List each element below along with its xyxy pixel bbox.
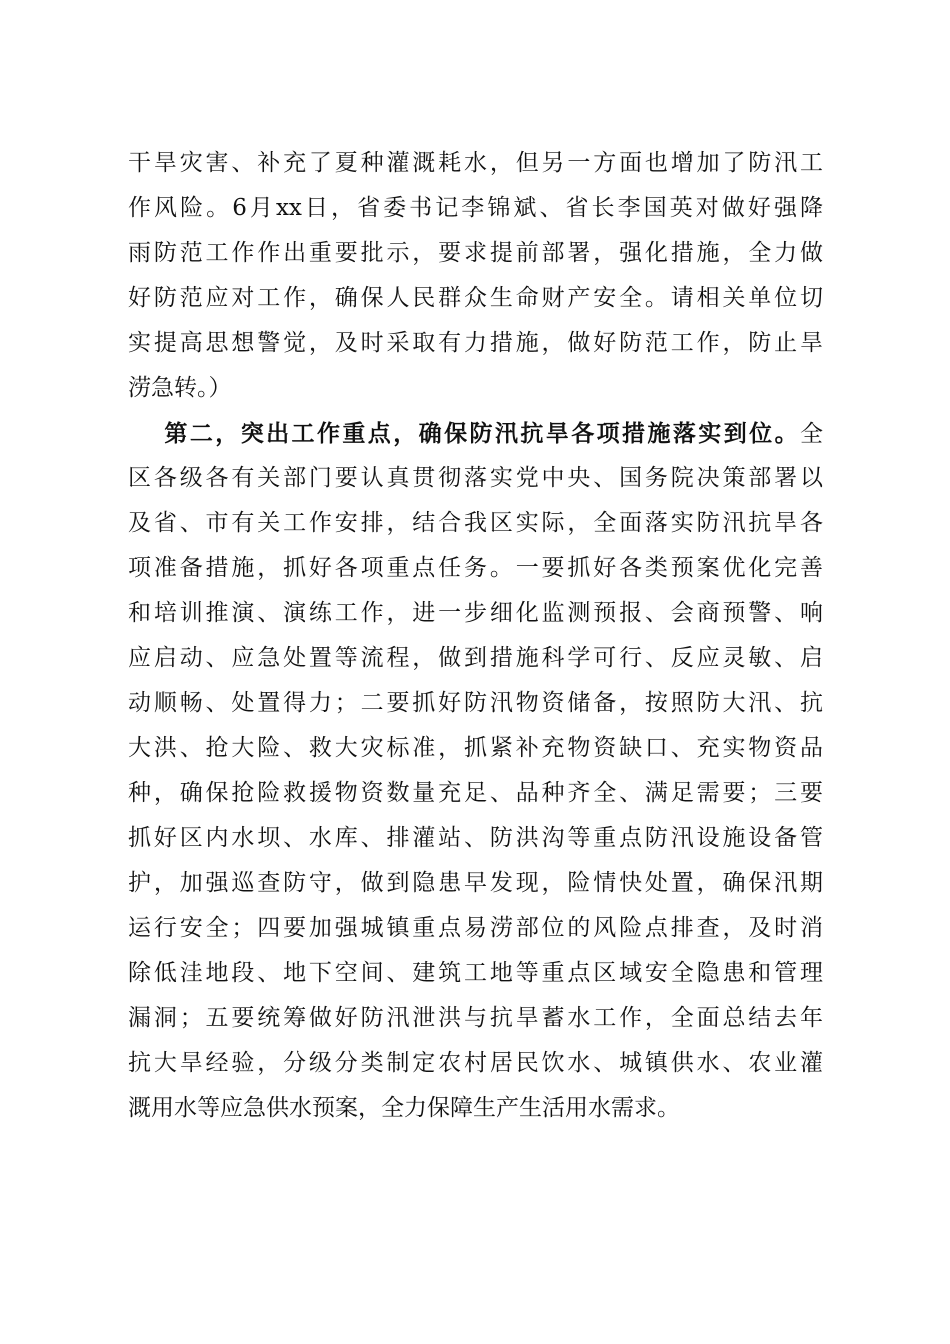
paragraph-line: 漏洞；五要统筹做好防汛泄洪与抗旱蓄水工作，全面总结去年 xyxy=(128,1005,823,1031)
paragraph-line: 种，确保抢险救援物资数量充足、品种齐全、满足需要；三要 xyxy=(128,780,823,806)
paragraph-continued xyxy=(128,141,823,411)
paragraph-line: 除低洼地段、地下空间、建筑工地等重点区域安全隐患和管理 xyxy=(128,960,823,986)
paragraph-line: 应启动、应急处置等流程，做到措施科学可行、反应灵敏、启 xyxy=(128,645,823,671)
paragraph-line: 抓好区内水坝、水库、排灌站、防洪沟等重点防汛设施设备管 xyxy=(128,825,823,851)
paragraph-section-two xyxy=(128,411,823,1131)
paragraph-line: 实提高思想警觉，及时采取有力措施，做好防范工作，防止旱 xyxy=(128,330,823,356)
paragraph-line: 区各级各有关部门要认真贯彻落实党中央、国务院决策部署以 xyxy=(128,465,823,491)
paragraph-line: 动顺畅、处置得力；二要抓好防汛物资储备，按照防大汛、抗 xyxy=(128,690,823,716)
paragraph-first-line xyxy=(128,411,823,456)
paragraph-line: 干旱灾害、补充了夏种灌溉耗水，但另一方面也增加了防汛工 xyxy=(128,150,823,176)
paragraph-line: 好防范应对工作，确保人民群众生命财产安全。请相关单位切 xyxy=(128,285,823,311)
paragraph-line: 及省、市有关工作安排，结合我区实际，全面落实防汛抗旱各 xyxy=(128,510,823,536)
paragraph-line: 溉用水等应急供水预案，全力保障生产生活用水需求。 xyxy=(128,1095,680,1121)
paragraph-line: 雨防范工作作出重要批示，要求提前部署，强化措施，全力做 xyxy=(128,240,823,266)
paragraph-line: 大洪、抢大险、救大灾标准，抓紧补充物资缺口、充实物资品 xyxy=(128,735,823,761)
paragraph-line: 护，加强巡查防守，做到隐患早发现，险情快处置，确保汛期 xyxy=(128,870,823,896)
paragraph-line: 项准备措施，抓好各项重点任务。一要抓好各类预案优化完善 xyxy=(128,555,823,581)
paragraph-line: 涝急转。） xyxy=(128,375,232,401)
section-heading: 第二，突出工作重点，确保防汛抗旱各项措施落实到位。 xyxy=(162,420,800,447)
paragraph-line: 作风险。6月xx日，省委书记李锦斌、省长李国英对做好强降 xyxy=(128,195,823,221)
paragraph-line: 和培训推演、演练工作，进一步细化监测预报、会商预警、响 xyxy=(128,600,823,626)
paragraph-line: 运行安全；四要加强城镇重点易涝部位的风险点排查，及时消 xyxy=(128,915,823,941)
paragraph-text: 全 xyxy=(800,421,823,447)
paragraph-line: 抗大旱经验，分级分类制定农村居民饮水、城镇供水、农业灌 xyxy=(128,1050,823,1076)
